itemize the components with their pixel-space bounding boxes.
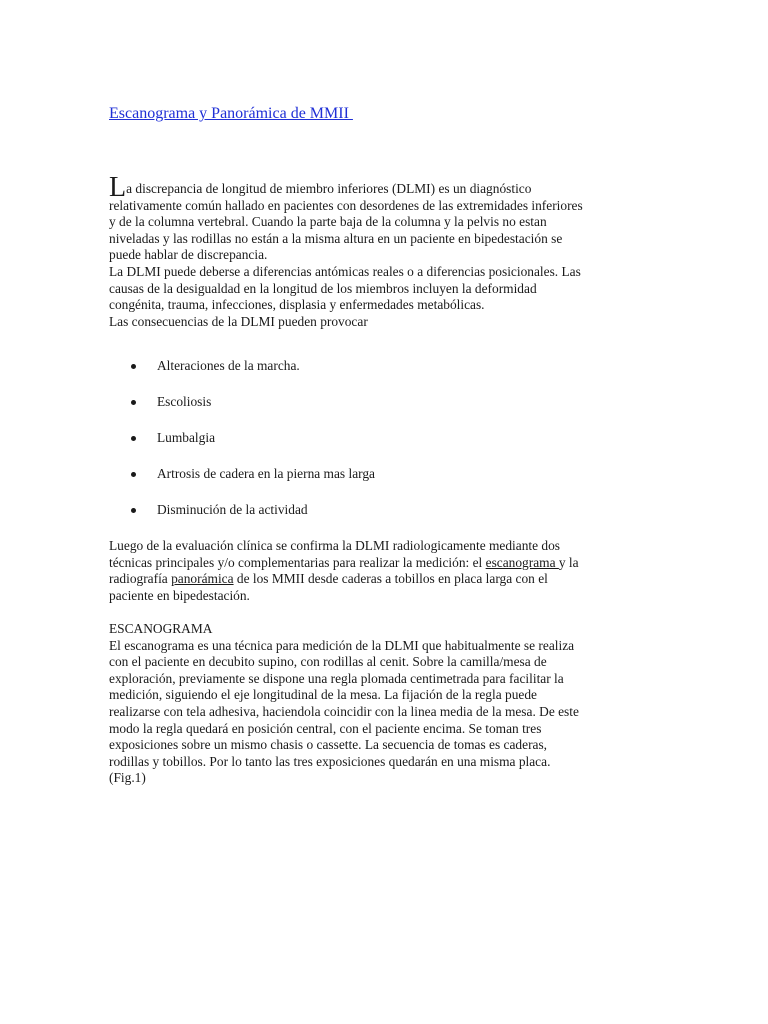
bullet-dot-icon (131, 472, 136, 477)
list-item: Disminución de la actividad (109, 501, 375, 537)
evaluation-paragraph: Luego de la evaluación clínica se confirma la DLMI radiologicamente mediante dos técnicas principales y/o complementarias para realizar la medición: el escanograma y la radiografía panorámica de los MMII desde caderas a tobillos en placa larga con el paciente en bipedestación. (109, 538, 579, 603)
list-item: Escoliosis (109, 393, 375, 429)
intro-line: puede hablar de discrepancia. (109, 247, 268, 263)
list-item: Artrosis de cadera en la pierna mas larga (109, 465, 375, 501)
panoramica-link[interactable]: panorámica (171, 571, 234, 587)
bullet-dot-icon (131, 364, 136, 369)
escanograma-section (109, 621, 639, 787)
document-title-link[interactable]: Escanograma y Panorámica de MMII (109, 105, 353, 122)
section-line: El escanograma es una técnica para medición de la DLMI que habitualmente se realiza (109, 637, 575, 653)
intro-line: La DLMI puede deberse a diferencias antómicas reales o a diferencias posicionales. Las (109, 263, 581, 279)
section-line: exploración, previamente se dispone una regla plomada centimetrada para facilitar la (109, 670, 564, 686)
section-line: con el paciente en decubito supino, con rodillas al cenit. Sobre la camilla/mesa de (109, 654, 547, 670)
intro-line: y de la columna vertebral. Cuando la parte baja de la columna y la pelvis no estan (109, 214, 547, 230)
intro-line: causas de la desigualdad en la longitud de los miembros incluyen la deformidad (109, 280, 537, 296)
bullet-dot-icon (131, 436, 136, 441)
section-line: medición, siguiendo el eje longitudinal de la mesa. La fijación de la regla puede (109, 687, 537, 703)
intro-line: relativamente común hallado en pacientes con desordenes de las extremidades inferiores (109, 197, 583, 213)
escanograma-link[interactable]: escanograma (485, 554, 559, 570)
section-heading: ESCANOGRAMA (109, 621, 213, 636)
intro-paragraph (109, 172, 639, 330)
intro-line: niveladas y las rodillas no están a la misma altura en un paciente en bipedestación se (109, 230, 563, 246)
list-item: Lumbalgia (109, 429, 375, 465)
intro-line: Las consecuencias de la DLMI pueden provocar (109, 313, 368, 329)
section-line: realizarse con tela adhesiva, haciendola coincidir con la linea media de la mesa. De este (109, 703, 579, 719)
bullet-dot-icon (131, 508, 136, 513)
section-line: rodillas y tobillos. Por lo tanto las tres exposiciones quedarán en una misma placa. (109, 753, 551, 769)
drop-cap: L (109, 172, 127, 203)
figure-reference: (Fig.1) (109, 770, 146, 786)
section-line: modo la regla quedará en posición central, con el paciente encima. Se toman tres (109, 720, 542, 736)
intro-line-1: La discrepancia de longitud de miembro inferiores (DLMI) es un diagnóstico (109, 172, 532, 203)
section-line: exposiciones sobre un mismo chasis o cassette. La secuencia de tomas es caderas, (109, 737, 548, 753)
bullet-dot-icon (131, 400, 136, 405)
intro-line: congénita, trauma, infecciones, displasia y enfermedades metabólicas. (109, 297, 485, 313)
consequences-list (109, 357, 375, 537)
list-item: Alteraciones de la marcha. (109, 357, 375, 393)
